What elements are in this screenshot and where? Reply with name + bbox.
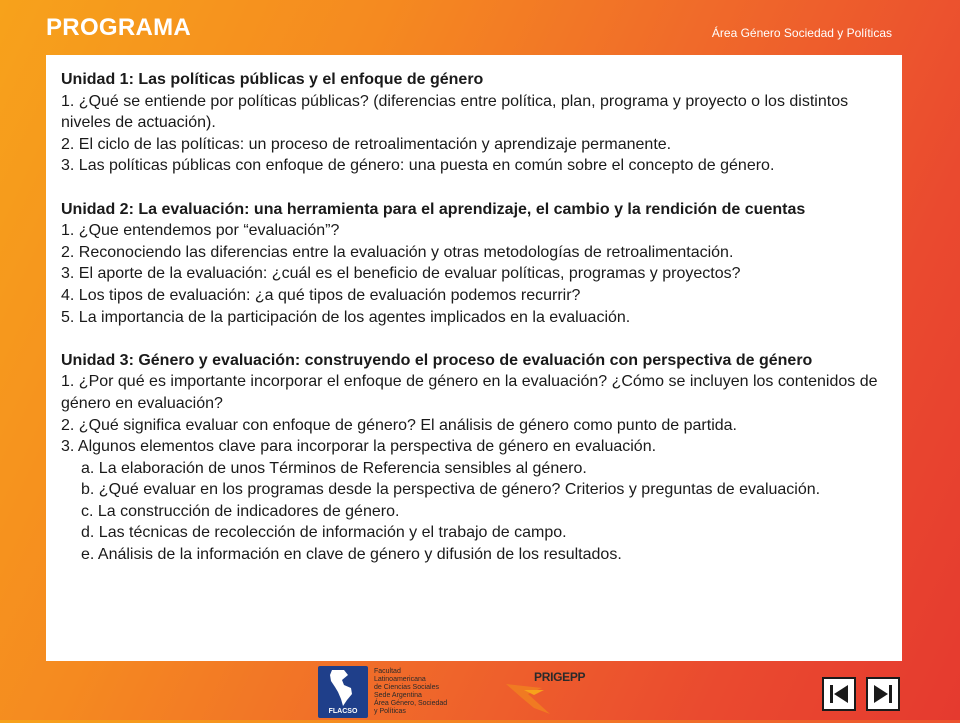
flacso-caption-line: Facultad	[374, 668, 401, 675]
unit-3-subitem-b: b. ¿Qué evaluar en los programas desde la perspectiva de género? Criterios y preguntas de evaluación.	[81, 481, 821, 499]
prigepp-logo	[504, 664, 614, 718]
unit-1-item-2: 2. El ciclo de las políticas: un proceso de retroalimentación y aprendizaje permanente.	[61, 135, 672, 153]
next-slide-icon	[868, 679, 898, 709]
unit-1-item-3: 3. Las políticas públicas con enfoque de género: una puesta en común sobre el concepto de género.	[61, 157, 775, 175]
unit-3-subitem-c: c. La construcción de indicadores de género.	[81, 502, 400, 520]
flacso-logo	[318, 666, 368, 718]
first-slide-button[interactable]	[822, 677, 856, 711]
flacso-caption-line: Sede Argentina	[374, 692, 422, 699]
unit-3-item-2: 2. ¿Qué significa evaluar con enfoque de género? El análisis de género como punto de partida.	[61, 416, 737, 434]
page-title: PROGRAMA	[46, 14, 192, 41]
unit-3-subitem-e: e. Análisis de la información en clave de género y difusión de los resultados.	[81, 546, 622, 564]
unit-2-item-4: 4. Los tipos de evaluación: ¿a qué tipos de evaluación podemos recurrir?	[61, 286, 581, 304]
americas-map-icon	[318, 666, 368, 710]
unit-2-item-3: 3. El aporte de la evaluación: ¿cuál es el beneficio de evaluar políticas, programas y proyectos?	[61, 265, 741, 283]
unit-3-subitem-a: a. La elaboración de unos Términos de Referencia sensibles al género.	[81, 459, 587, 477]
unit-3-item-3: 3. Algunos elementos clave para incorporar la perspectiva de género en evaluación.	[61, 438, 657, 456]
unit-3-title: Unidad 3: Género y evaluación: construyendo el proceso de evaluación con perspectiva de género	[61, 351, 813, 369]
unit-1-title: Unidad 1: Las políticas públicas y el enfoque de género	[61, 71, 484, 88]
unit-2-item-1: 1. ¿Que entendemos por “evaluación”?	[61, 222, 340, 240]
unit-1-item-1: 1. ¿Qué se entiende por políticas públicas? (diferencias entre política, plan, programa y proyecto o los distintos niveles de actuación).	[61, 92, 849, 132]
flacso-caption-line: Área Género, Sociedad	[374, 700, 448, 707]
unit-2-item-2: 2. Reconociendo las diferencias entre la evaluación y otras metodologías de retroalimentación.	[61, 243, 734, 261]
program-content-panel	[46, 55, 902, 661]
unit-2-title: Unidad 2: La evaluación: una herramienta para el aprendizaje, el cambio y la rendición de cuentas	[61, 200, 806, 218]
flacso-logo-text: FLACSO	[328, 708, 358, 715]
first-slide-icon	[824, 679, 854, 709]
flacso-caption-line: de Ciencias Sociales	[374, 684, 439, 691]
unit-separator	[61, 328, 890, 350]
prigepp-label: PRIGEPP	[534, 670, 586, 684]
next-slide-button[interactable]	[866, 677, 900, 711]
unit-3-subitem-d: d. Las técnicas de recolección de información y el trabajo de campo.	[81, 524, 567, 542]
unit-3-item-1: 1. ¿Por qué es importante incorporar el enfoque de género en la evaluación? ¿Cómo se incluyen los contenidos de género en evaluación?	[61, 373, 878, 412]
flacso-caption-line: y Políticas	[374, 708, 406, 715]
flacso-caption-line: Latinoamericana	[374, 676, 426, 683]
unit-separator	[61, 177, 890, 199]
page-subtitle: Área Género Sociedad y Políticas	[711, 26, 892, 40]
unit-2-item-5: 5. La importancia de la participación de los agentes implicados en la evaluación.	[61, 308, 631, 326]
flacso-caption	[374, 668, 484, 716]
